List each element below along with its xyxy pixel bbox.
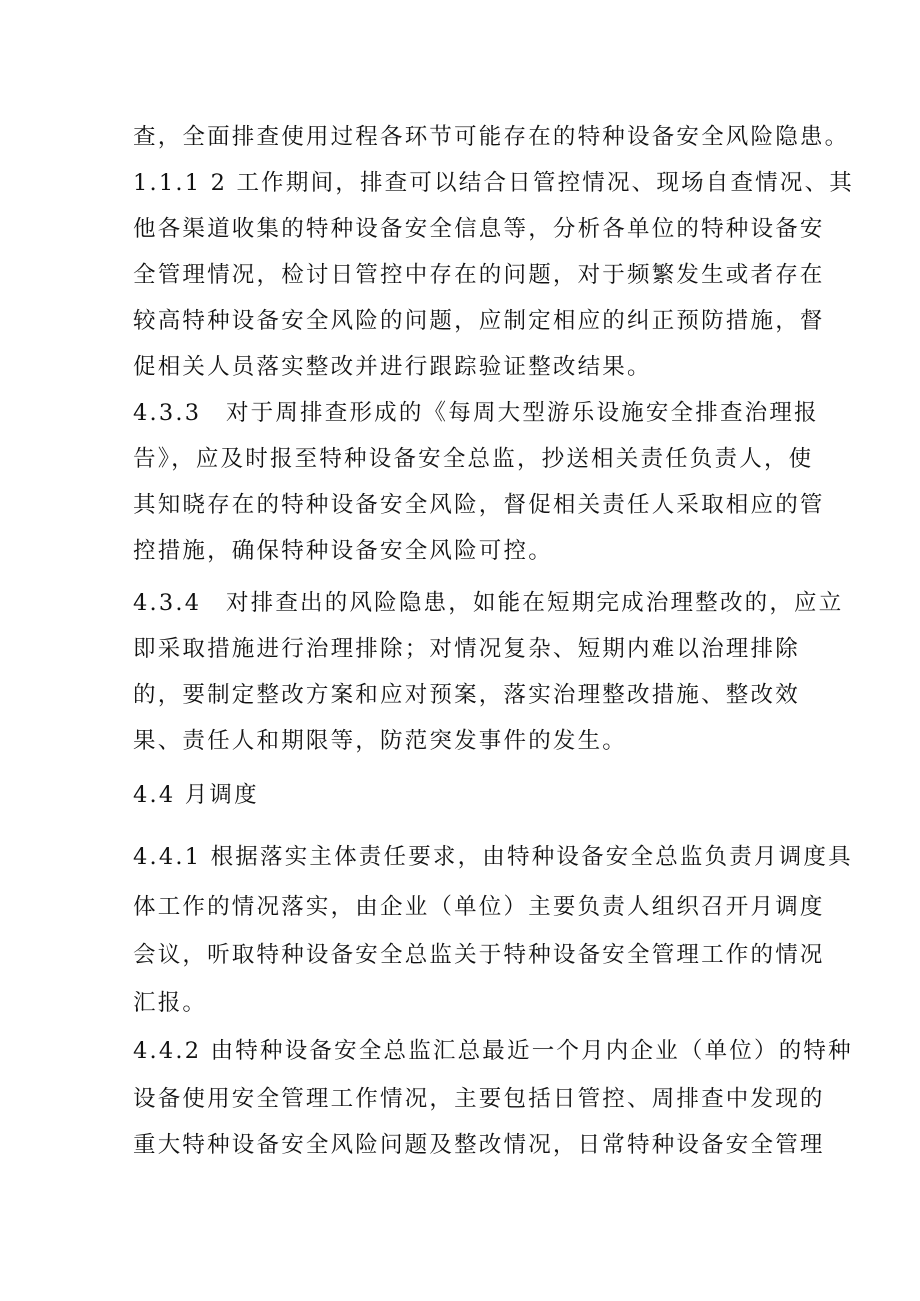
text-line: 控措施，确保特种设备安全风险可控。: [133, 538, 553, 564]
text-line: 查，全面排查使用过程各环节可能存在的特种设备安全风险隐患。: [133, 124, 850, 150]
text-line: 他各渠道收集的特种设备安全信息等，分析各单位的特种设备安: [133, 216, 825, 242]
text-line: 的，要制定整改方案和应对预案，落实治理整改措施、整改效: [133, 682, 800, 708]
text-line: 4.3.4 对排查出的风险隐患，如能在短期完成治理整改的，应立: [133, 590, 844, 616]
text-line: 会议，听取特种设备安全总监关于特种设备安全管理工作的情况: [133, 942, 825, 968]
text-line: 其知晓存在的特种设备安全风险，督促相关责任人采取相应的管: [133, 492, 825, 518]
text-line: 较高特种设备安全风险的问题，应制定相应的纠正预防措施，督: [133, 308, 825, 334]
text-line: 汇报。: [133, 990, 208, 1016]
text-line: 1.1.1 2 工作期间，排查可以结合日管控情况、现场自查情况、其: [133, 170, 854, 196]
text-line: 设备使用安全管理工作情况，主要包括日管控、周排查中发现的: [133, 1086, 825, 1112]
text-line: 重大特种设备安全风险问题及整改情况，日常特种设备安全管理: [133, 1132, 825, 1158]
text-line: 4.3.3 对于周排查形成的《每周大型游乐设施安全排查治理报: [133, 400, 819, 426]
text-line: 4.4.1 根据落实主体责任要求，由特种设备安全总监负责月调度具: [133, 844, 853, 870]
text-line: 全管理情况，检讨日管控中存在的问题，对于频繁发生或者存在: [133, 262, 825, 288]
text-line: 告》，应及时报至特种设备安全总监，抄送相关责任负责人，使: [133, 446, 814, 472]
section-heading: 4.4 月调度: [133, 782, 259, 808]
text-line: 体工作的情况落实，由企业（单位）主要负责人组织召开月调度: [133, 894, 825, 920]
text-line: 促相关人员落实整改并进行跟踪验证整改结果。: [133, 354, 652, 380]
text-line: 即采取措施进行治理排除；对情况复杂、短期内难以治理排除: [133, 636, 800, 662]
text-line: 果、责任人和期限等，防范突发事件的发生。: [133, 728, 628, 754]
text-line: 4.4.2 由特种设备安全总监汇总最近一个月内企业（单位）的特种: [133, 1038, 853, 1064]
